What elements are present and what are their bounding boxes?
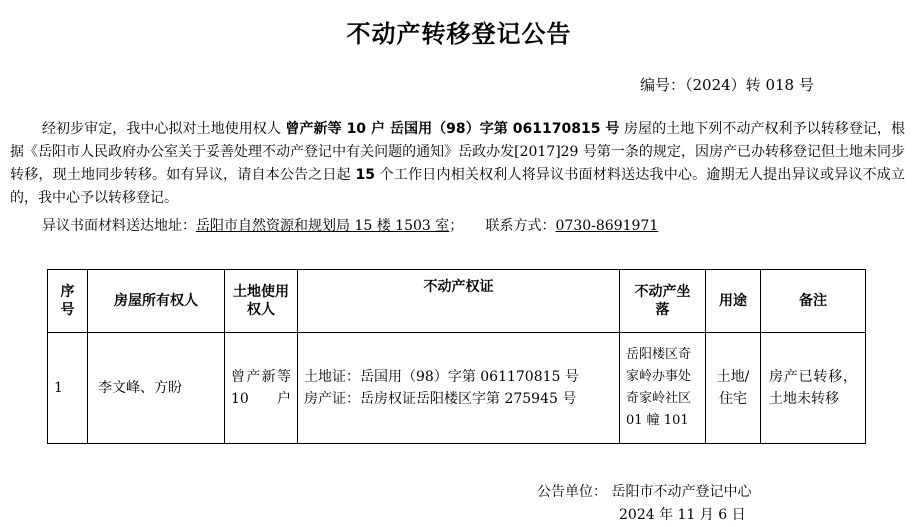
contact-label: 联系方式： (485, 218, 556, 234)
cell-certificate (298, 333, 620, 444)
header-note: 备注 (761, 270, 866, 333)
body-bold-days: 15 (355, 167, 376, 183)
cell-use: 土地/住宅 (706, 333, 761, 444)
land-certificate: 土地证：岳国用（98）字第 061170815 号 (304, 369, 579, 385)
property-table (47, 269, 866, 444)
notice-title: 不动产转移登记公告 (346, 20, 572, 48)
table-row (48, 333, 866, 444)
header-land-user: 土地使用权人 (225, 270, 298, 333)
header-no: 序号 (48, 270, 88, 333)
cell-land-user: 曾产新等 10 户 (225, 333, 298, 444)
body-text-1: 经初步审定，我中心拟对土地使用权人 (42, 121, 286, 137)
cell-no: 1 (48, 333, 88, 444)
objection-address-line (42, 216, 658, 236)
issue-date: 2024 年 11 月 6 日 (619, 507, 746, 523)
header-use: 用途 (706, 270, 761, 333)
cell-note: 房产已转移，土地未转移 (761, 333, 866, 444)
address-value: 岳阳市自然资源和规划局 15 楼 1503 室 (196, 218, 450, 234)
header-certificate: 不动产权证 (298, 270, 620, 333)
header-location: 不动产坐落 (620, 270, 706, 333)
body-text-3: 个工作日内相关权利人将异议书面材料送达我中心。逾期无人提出异议或异议不成立的，我中心予以转移登记。 (10, 167, 906, 206)
table-header-row (48, 270, 866, 333)
body-bold-parcel: 曾产新等 10 户 岳国用（98）字第 061170815 号 (285, 121, 620, 137)
cell-location: 岳阳楼区奇家岭办事处奇家岭社区 01 幢 101 (620, 333, 706, 444)
issuer-signature: 公告单位： 岳阳市不动产登记中心 (537, 484, 752, 500)
house-certificate: 房产证：岳房权证岳阳楼区字第 275945 号 (304, 391, 577, 407)
notice-body (10, 118, 905, 210)
address-separator: ； (449, 218, 464, 234)
contact-phone: 0730-8691971 (555, 218, 659, 234)
document-number: 编号：（2024）转 018 号 (640, 76, 814, 94)
body-text-2: 房屋的土地下列不动产权利予以转移登记，根据《岳阳市人民政府办公室关于妥善处理不动产登记中有关问题的通知》岳政办发[2017]29 号第一条的规定，因房产已办转移登记但土地未同步转移，现土地同步转移。如有异议，请自本公告之日起 (10, 121, 905, 183)
header-owner: 房屋所有权人 (88, 270, 225, 333)
address-label: 异议书面材料送达地址： (42, 218, 196, 234)
cell-owner: 李文峰、方盼 (88, 333, 225, 444)
